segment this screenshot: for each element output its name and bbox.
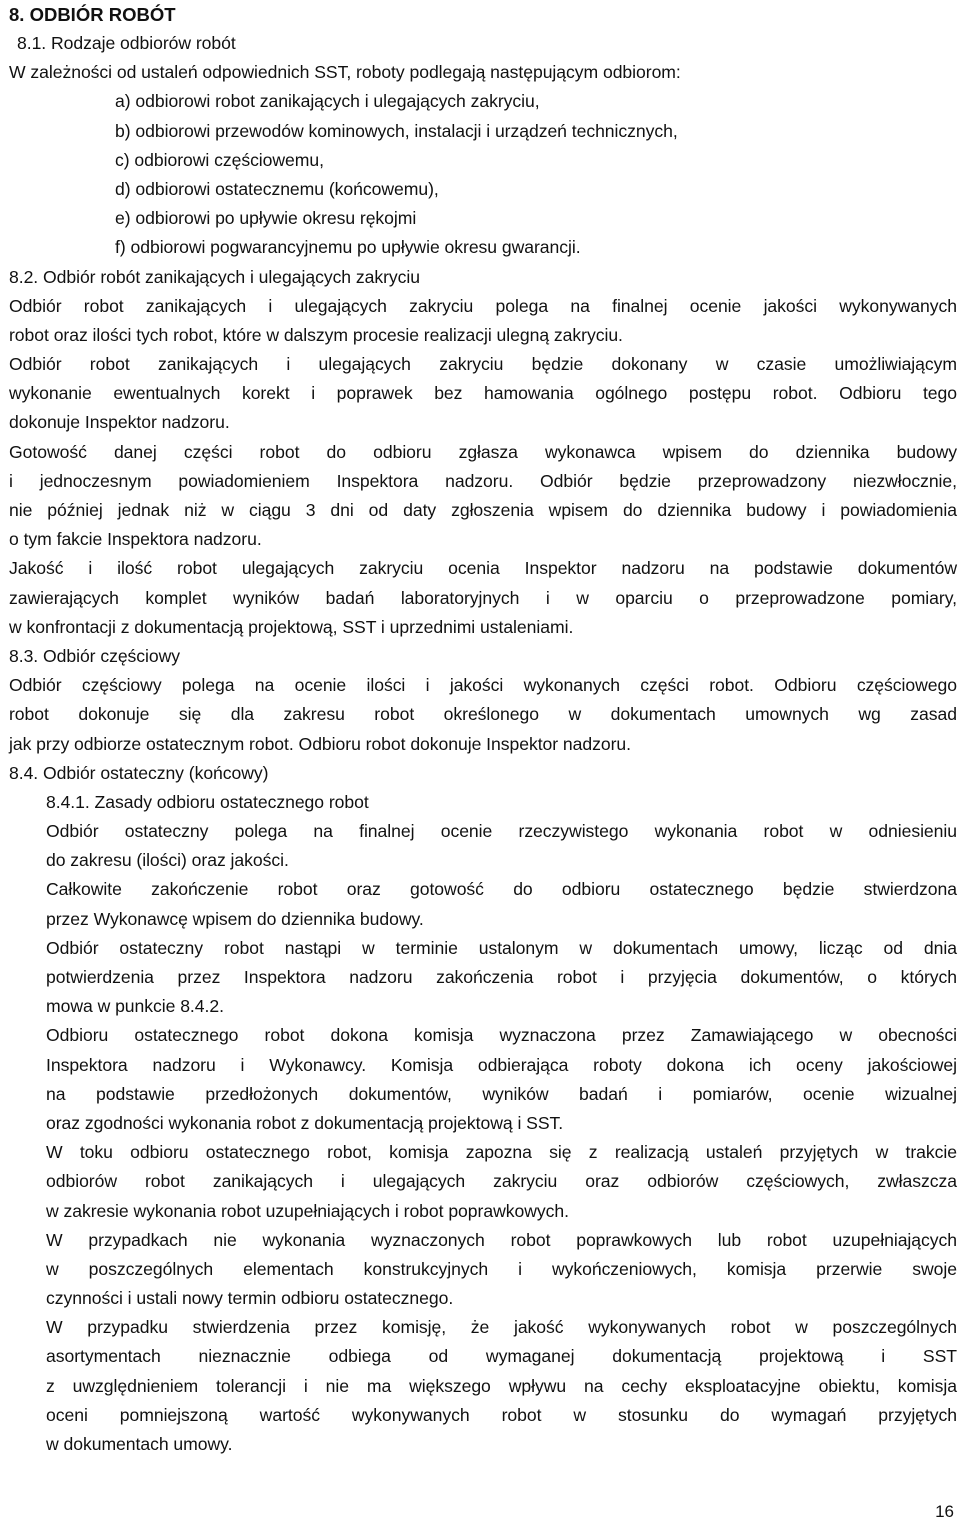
list-item: d) odbiorowi ostatecznemu (końcowemu), [115, 178, 439, 199]
text-line: z uwzględnieniem tolerancji i nie ma większego wpływu na cechy eksploatacyjne obiektu, komisja [46, 1375, 957, 1396]
text-line: W przypadkach nie wykonania wyznaczonych robot poprawkowych lub robot uzupełniających [46, 1229, 957, 1250]
text-line: o tym fakcie Inspektora nadzoru. [9, 529, 262, 550]
list-item: a) odbiorowi robot zanikających i ulegających zakryciu, [115, 91, 540, 112]
text-line: Inspektora nadzoru i Wykonawcy. Komisja odbierająca roboty dokona ich oceny jakościowej [46, 1054, 957, 1075]
text-line: robot oraz ilości tych robot, które w dalszym procesie realizacji ulegną zakryciu. [9, 324, 623, 345]
text-line: czynności i ustali nowy termin odbioru ostatecznego. [46, 1288, 454, 1309]
list-item: e) odbiorowi po upływie okresu rękojmi [115, 208, 417, 229]
subsection-heading: 8.2. Odbiór robót zanikających i ulegających zakryciu [9, 266, 421, 287]
list-item: b) odbiorowi przewodów kominowych, instalacji i urządzeń technicznych, [115, 120, 678, 141]
text-line: przez Wykonawcę wpisem do dziennika budowy. [46, 908, 424, 929]
text-line: oceni pomniejszoną wartość wykonywanych robot w stosunku do wymagań przyjętych [46, 1404, 957, 1425]
text-line: i jednoczesnym powiadomieniem Inspektora nadzoru. Odbiór będzie przeprowadzony niezwłocznie, [9, 470, 957, 491]
text-line: Odbiór robot zanikających i ulegających zakryciu polega na finalnej ocenie jakości wykonywanych [9, 295, 957, 316]
text-line: jak przy odbiorze ostatecznym robot. Odbioru robot dokonuje Inspektor nadzoru. [9, 733, 632, 754]
document-page [9, 0, 957, 1459]
text-line: Gotowość danej części robot do odbioru zgłasza wykonawca wpisem do dziennika budowy [9, 441, 957, 462]
text-line: robot dokonuje się dla zakresu robot określonego w dokumentach umownych wg zasad [9, 704, 957, 725]
text-line: W zależności od ustaleń odpowiednich SST, roboty podlegają następującym odbiorom: [9, 62, 681, 83]
text-line: oraz zgodności wykonania robot z dokumentacją projektową i SST. [46, 1112, 564, 1133]
text-line: zawierających komplet wyników badań laboratoryjnych i w oparciu o przeprowadzone pomiary, [9, 587, 957, 608]
text-line: na podstawie przedłożonych dokumentów, wyników badań i pomiarów, ocenie wizualnej [46, 1083, 957, 1104]
text-line: w zakresie wykonania robot uzupełniających i robot poprawkowych. [46, 1200, 569, 1221]
text-line: dokonuje Inspektor nadzoru. [9, 412, 230, 433]
text-line: w konfrontacji z dokumentacją projektową, SST i uprzednimi ustaleniami. [9, 616, 574, 637]
text-line: Odbiór ostateczny polega na finalnej ocenie rzeczywistego wykonania robot w odniesieniu [46, 821, 957, 842]
text-line: w dokumentach umowy. [46, 1434, 233, 1454]
text-line: potwierdzenia przez Inspektora nadzoru zakończenia robot i przyjęcia dokumentów, o których [46, 967, 957, 987]
page-number: 16 [935, 1502, 954, 1521]
subsection-heading: 8.1. Rodzaje odbiorów robót [17, 33, 236, 53]
text-line: Odbiór ostateczny robot nastąpi w terminie ustalonym w dokumentach umowy, licząc od dnia [46, 937, 957, 958]
text-line: Odbioru ostatecznego robot dokona komisja wyznaczona przez Zamawiającego w obecności [46, 1025, 957, 1046]
subsection-heading: 8.3. Odbiór częściowy [9, 645, 181, 666]
subsection-heading: 8.4. Odbiór ostateczny (końcowy) [9, 762, 269, 783]
text-line: asortymentach nieznacznie odbiega od wymaganej dokumentacją projektową i SST [46, 1346, 957, 1367]
text-line: Całkowite zakończenie robot oraz gotowość do odbioru ostatecznego będzie stwierdzona [46, 879, 957, 900]
text-line: Jakość i ilość robot ulegających zakryciu ocenia Inspektor nadzoru na podstawie dokumentów [9, 558, 957, 579]
list-item: f) odbiorowi pogwarancyjnemu po upływie okresu gwarancji. [115, 237, 581, 258]
text-line: w poszczególnych elementach konstrukcyjnych i wykończeniowych, komisja przerwie swoje [46, 1258, 957, 1279]
subsubsection-heading: 8.4.1. Zasady odbioru ostatecznego robot [46, 791, 369, 812]
text-line: Odbiór częściowy polega na ocenie ilości i jakości wykonanych części robot. Odbioru częściowego [9, 675, 957, 696]
text-line: odbiorów robot zanikających i ulegających zakryciu oraz odbiorów częściowych, zwłaszcza [46, 1171, 957, 1192]
text-line: Odbiór robot zanikających i ulegających zakryciu będzie dokonany w czasie umożliwiającym [9, 354, 957, 375]
text-line: mowa w punkcie 8.4.2. [46, 996, 224, 1017]
text-line: W toku odbioru ostatecznego robot, komisja zapozna się z realizacją ustaleń przyjętych w trakcie [46, 1142, 957, 1163]
section-heading: 8. ODBIÓR ROBÓT [9, 4, 176, 25]
text-line: W przypadku stwierdzenia przez komisję, że jakość wykonywanych robot w poszczególnych [46, 1317, 957, 1338]
text-line: wykonanie ewentualnych korekt i poprawek bez hamowania ogólnego postępu robot. Odbioru tego [9, 383, 957, 404]
text-line: do zakresu (ilości) oraz jakości. [46, 850, 289, 871]
text-line: nie później jednak niż w ciągu 3 dni od daty zgłoszenia wpisem do dziennika budowy i powiadomienia [9, 500, 957, 520]
list-item: c) odbiorowi częściowemu, [115, 149, 324, 170]
